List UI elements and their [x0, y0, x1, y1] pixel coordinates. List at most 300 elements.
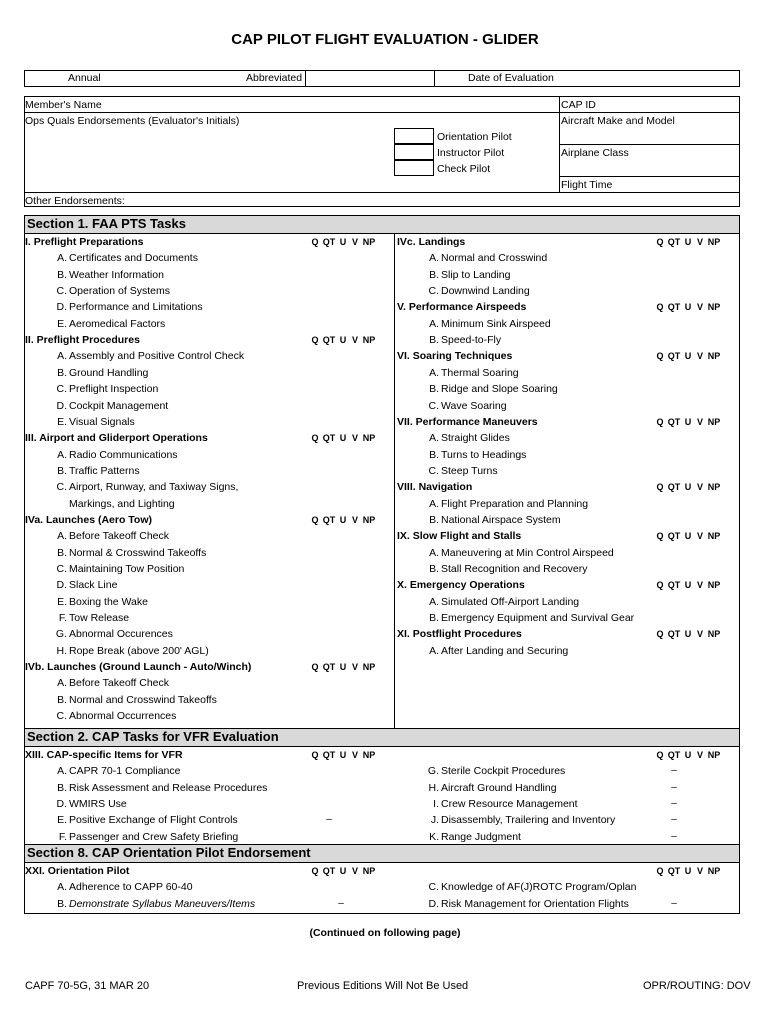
task-letter: E. [57, 415, 67, 428]
task-letter: C. [56, 563, 67, 575]
grade-header-cell: Q [656, 580, 664, 591]
grade-header-cell: V [696, 237, 703, 247]
task-item [0, 267, 770, 283]
task-letter: H. [56, 644, 67, 657]
grade-not-applicable: – [671, 765, 677, 777]
grade-checkboxes [656, 610, 704, 626]
grade-header-cell: Q [311, 335, 319, 346]
task-letter: A. [429, 595, 439, 608]
grade-header-cell: U [339, 750, 347, 760]
grade-checkboxes [311, 675, 359, 691]
task-label: Preflight Inspection [69, 383, 159, 396]
task-item [0, 610, 770, 626]
task-letter: A. [57, 350, 67, 363]
evaluation-type-row [24, 70, 740, 87]
grade-header-cell: QT [667, 629, 681, 640]
task-item [0, 283, 770, 299]
grade-header-cell: Q [311, 237, 319, 247]
grade-header-cell: U [339, 237, 347, 247]
task-item [0, 398, 770, 414]
task-letter: G. [427, 765, 439, 778]
task-letter: A. [429, 366, 439, 379]
grade-header-cell: Q [311, 866, 319, 876]
grade-header-cell: Q [311, 514, 319, 525]
task-letter: B. [57, 693, 67, 706]
grade-header-cell: U [684, 237, 692, 247]
grade-header-cell: V [696, 866, 703, 876]
grade-header-cell: QT [667, 237, 681, 247]
grade-header-cell: U [684, 351, 692, 362]
task-letter: B. [57, 366, 67, 379]
task-group-title: V. Performance Airspeeds [397, 301, 527, 314]
form-number: CAPF 70-5G, 31 MAR 20 [25, 980, 150, 992]
task-letter: D. [56, 579, 67, 592]
grade-not-applicable: – [671, 781, 677, 793]
grade-header-cell: V [351, 335, 358, 346]
task-letter: A. [429, 317, 439, 330]
task-label: Traffic Patterns [69, 464, 140, 477]
grade-header-cell: Q [656, 416, 664, 427]
task-letter: C. [56, 383, 67, 396]
task-label: Aeromedical Factors [69, 317, 166, 330]
task-label: Crew Resource Management [441, 798, 578, 811]
task-letter: C. [428, 285, 439, 298]
task-label: CAPR 70-1 Compliance [69, 765, 181, 778]
task-letter: B. [57, 268, 67, 281]
grade-header-cell: Q [656, 629, 664, 640]
task-group-header [0, 348, 770, 364]
cap-id-label: CAP ID [561, 99, 596, 111]
grade-header-cell: QT [322, 335, 336, 346]
grade-header-cell: Q [311, 750, 319, 760]
grade-checkboxes [656, 561, 704, 577]
task-group-title: II. Preflight Procedures [25, 334, 140, 347]
task-letter: A. [57, 252, 67, 265]
task-label: Normal and Crosswind Takeoffs [69, 693, 217, 706]
task-label: Cockpit Management [69, 399, 169, 412]
task-group-header [0, 528, 770, 544]
continued-note: (Continued on following page) [309, 927, 461, 939]
task-letter: C. [56, 285, 67, 298]
grade-header [654, 479, 722, 495]
task-label: Slack Line [69, 579, 118, 592]
task-label: Simulated Off-Airport Landing [441, 595, 580, 608]
task-letter: D. [428, 897, 439, 910]
task-group-header [0, 414, 770, 430]
task-label: Operation of Systems [69, 285, 170, 298]
task-letter: C. [428, 881, 439, 894]
grade-header-cell: QT [667, 531, 681, 542]
task-letter: E. [57, 595, 67, 608]
grade-checkboxes [656, 812, 704, 828]
grade-checkboxes [656, 365, 704, 381]
grade-checkboxes [311, 692, 359, 708]
task-label: Emergency Equipment and Survival Gear [441, 612, 635, 625]
grade-header-cell: QT [667, 416, 681, 427]
task-item [0, 708, 770, 724]
task-label: Performance and Limitations [69, 301, 203, 314]
task-letter: K. [429, 830, 439, 843]
task-label: Abnormal Occurrences [69, 710, 177, 723]
task-item [0, 812, 770, 828]
grade-checkboxes [656, 447, 704, 463]
task-item [0, 643, 770, 659]
section-8-header: Section 8. CAP Orientation Pilot Endorsement [24, 844, 740, 863]
task-letter: B. [429, 563, 439, 575]
grade-header-cell: QT [667, 302, 681, 313]
grade-header-cell: QT [667, 580, 681, 591]
grade-not-applicable: – [326, 814, 332, 826]
grade-checkboxes [656, 316, 704, 332]
task-label: Demonstrate Syllabus Maneuvers/Items [69, 897, 256, 910]
grade-checkboxes [656, 250, 704, 266]
grade-header-cell: U [339, 514, 347, 525]
task-item [0, 496, 770, 512]
task-letter: A. [429, 497, 439, 510]
grade-checkboxes [656, 763, 704, 779]
grade-header-cell: V [696, 629, 703, 640]
grade-header-cell: NP [362, 750, 376, 760]
grade-header-cell: NP [707, 482, 721, 493]
airplane-class-label: Airplane Class [561, 147, 629, 159]
task-letter: B. [429, 334, 439, 347]
grade-header-cell: V [351, 866, 358, 876]
grade-header [654, 863, 722, 879]
grade-header-cell: U [684, 750, 692, 760]
grade-header-cell: V [351, 237, 358, 247]
grade-header-cell: V [696, 750, 703, 760]
opr-routing: OPR/ROUTING: DOV [643, 980, 751, 992]
task-label: Radio Communications [69, 448, 178, 461]
grade-header [309, 659, 377, 675]
grade-header [654, 348, 722, 364]
task-item [0, 332, 770, 348]
grade-header-cell: NP [362, 237, 376, 247]
grade-header-cell: V [696, 531, 703, 542]
editions-note: Previous Editions Will Not Be Used [297, 980, 469, 992]
grade-header-cell: V [696, 302, 703, 313]
grade-header [654, 414, 722, 430]
task-letter: D. [56, 399, 67, 412]
task-group-title: XXI. Orientation Pilot [25, 865, 130, 877]
task-item [0, 463, 770, 479]
instructor-pilot-label: Instructor Pilot [437, 147, 505, 159]
grade-checkboxes [656, 463, 704, 479]
task-item [0, 512, 770, 528]
task-label: Sterile Cockpit Procedures [441, 765, 566, 778]
grade-header-cell: NP [362, 866, 376, 876]
grade-header-cell: Q [656, 302, 664, 313]
flight-time-label: Flight Time [561, 179, 613, 191]
grade-checkboxes [656, 780, 704, 796]
grade-header-cell: V [351, 433, 358, 444]
grade-header-cell: NP [362, 514, 376, 525]
members-name-label: Member's Name [25, 99, 102, 111]
other-endorsements-label: Other Endorsements: [25, 195, 125, 207]
grade-checkboxes [656, 381, 704, 397]
task-item [0, 780, 770, 796]
task-group-title: XIII. CAP-specific Items for VFR [25, 749, 183, 761]
task-letter: B. [429, 383, 439, 396]
task-letter: D. [56, 301, 67, 314]
task-letter: B. [57, 897, 67, 910]
abbreviated-label: Abbreviated [246, 72, 303, 84]
task-letter: E. [57, 814, 67, 827]
task-label: Rope Break (above 200' AGL) [69, 644, 209, 657]
task-letter: A. [429, 252, 439, 265]
task-letter: B. [57, 781, 67, 794]
task-letter: G. [55, 628, 67, 641]
task-letter: F. [58, 830, 67, 843]
task-letter: A. [57, 677, 67, 690]
task-group-header [0, 747, 770, 763]
grade-header-cell: U [339, 335, 347, 346]
task-item [0, 675, 770, 691]
task-label: Straight Glides [441, 432, 510, 445]
task-label: Normal & Crosswind Takeoffs [69, 546, 207, 559]
grade-header-cell: V [351, 750, 358, 760]
task-letter: D. [56, 798, 67, 811]
task-letter: I. [433, 798, 439, 811]
task-label: National Airspace System [441, 513, 561, 526]
task-group-header [0, 479, 770, 495]
grade-checkboxes [656, 829, 704, 845]
task-label: Abnormal Occurences [69, 628, 173, 641]
task-group-title: VII. Performance Maneuvers [397, 415, 538, 428]
grade-header-cell: NP [707, 629, 721, 640]
task-label: Maneuvering at Min Control Airspeed [441, 546, 614, 559]
task-item [0, 561, 770, 577]
grade-header-cell: NP [707, 750, 721, 760]
grade-header-cell: QT [322, 662, 336, 673]
task-letter: B. [429, 513, 439, 526]
date-of-evaluation-label: Date of Evaluation [468, 72, 554, 84]
task-label: Risk Management for Orientation Flights [441, 897, 629, 910]
task-letter: A. [429, 432, 439, 445]
task-group-header [0, 659, 770, 675]
task-letter: C. [56, 481, 67, 494]
grade-header-cell: QT [322, 750, 336, 760]
task-group-header [0, 299, 770, 315]
task-label: Minimum Sink Airspeed [441, 317, 551, 330]
page-title: CAP PILOT FLIGHT EVALUATION - GLIDER [231, 31, 539, 48]
grade-header-cell: QT [322, 237, 336, 247]
task-letter: J. [430, 814, 439, 827]
grade-header [654, 626, 722, 642]
grade-header-cell: QT [667, 750, 681, 760]
grade-checkboxes [656, 283, 704, 299]
task-letter: F. [58, 612, 67, 625]
task-label: Weather Information [69, 268, 164, 281]
grade-header-cell: Q [656, 531, 664, 542]
grade-not-applicable: – [671, 814, 677, 826]
task-label: Slip to Landing [441, 268, 511, 281]
task-item [0, 430, 770, 446]
grade-header-cell: QT [322, 514, 336, 525]
task-item [0, 594, 770, 610]
task-item [0, 316, 770, 332]
grade-header-cell: NP [707, 302, 721, 313]
grade-checkboxes [656, 398, 704, 414]
grade-checkboxes [656, 512, 704, 528]
grade-header-cell: U [684, 302, 692, 313]
grade-header-cell: NP [707, 580, 721, 591]
task-label: WMIRS Use [69, 798, 127, 811]
aircraft-make-model-label: Aircraft Make and Model [561, 115, 675, 127]
task-label: Speed-to-Fly [441, 334, 502, 347]
grade-header-cell: U [339, 433, 347, 444]
grade-header-cell: U [684, 629, 692, 640]
grade-header-cell: Q [656, 866, 664, 876]
grade-header-cell: V [696, 580, 703, 591]
grade-header-cell: V [696, 416, 703, 427]
task-item [0, 365, 770, 381]
grade-header-cell: Q [656, 237, 664, 247]
task-group-title: IVa. Launches (Aero Tow) [25, 513, 152, 526]
instructor-pilot-initials[interactable] [394, 144, 434, 160]
task-item [0, 250, 770, 266]
task-label: Wave Soaring [441, 399, 507, 412]
grade-header [654, 234, 722, 250]
task-letter: B. [57, 546, 67, 559]
task-item [0, 879, 770, 895]
task-item [0, 545, 770, 561]
grade-header-cell: NP [362, 433, 376, 444]
ops-quals-label: Ops Quals Endorsements (Evaluator's Initials) [25, 115, 240, 127]
task-label: Boxing the Wake [69, 595, 148, 608]
grade-header-cell: V [351, 662, 358, 673]
task-letter: E. [57, 317, 67, 330]
task-item [0, 829, 770, 845]
grade-header-cell: NP [362, 662, 376, 673]
grade-header-cell: V [696, 351, 703, 362]
grade-header-cell: V [696, 482, 703, 493]
task-letter: A. [57, 448, 67, 461]
task-letter: A. [429, 644, 439, 657]
task-group-title: III. Airport and Gliderport Operations [25, 432, 208, 445]
grade-header-cell: QT [667, 482, 681, 493]
task-label: Positive Exchange of Flight Controls [69, 814, 238, 827]
task-group-header [0, 626, 770, 642]
task-group-title: I. Preflight Preparations [25, 236, 144, 248]
grade-header-cell: NP [707, 416, 721, 427]
grade-checkboxes [656, 896, 704, 912]
grade-checkboxes [656, 430, 704, 446]
grade-header-cell: Q [656, 750, 664, 760]
grade-header [654, 577, 722, 593]
task-group-header [0, 863, 770, 879]
section-1-header: Section 1. FAA PTS Tasks [24, 215, 740, 234]
task-label: Thermal Soaring [441, 366, 519, 379]
task-group-title: IVc. Landings [397, 236, 466, 248]
grade-header-cell: QT [667, 866, 681, 876]
grade-header-cell: Q [311, 662, 319, 673]
task-item [0, 896, 770, 912]
task-letter: C. [428, 399, 439, 412]
task-item [0, 763, 770, 779]
grade-checkboxes [311, 708, 359, 724]
task-letter: A. [57, 881, 67, 894]
grade-header-cell: QT [322, 433, 336, 444]
grade-header [654, 747, 722, 763]
check-pilot-initials[interactable] [394, 160, 434, 176]
grade-header-cell: NP [362, 335, 376, 346]
task-group-title: XI. Postflight Procedures [397, 628, 522, 641]
grade-not-applicable: – [671, 830, 677, 842]
grade-not-applicable: – [338, 897, 344, 909]
task-label: Maintaining Tow Position [69, 563, 185, 575]
task-label: Adherence to CAPP 60-40 [69, 881, 193, 894]
grade-header-cell: NP [707, 351, 721, 362]
grade-checkboxes [656, 643, 704, 659]
task-label: Tow Release [69, 612, 130, 625]
section-2-header: Section 2. CAP Tasks for VFR Evaluation [24, 728, 740, 747]
grade-checkboxes [656, 545, 704, 561]
grade-header-cell: QT [322, 866, 336, 876]
task-letter: C. [428, 464, 439, 477]
grade-header-cell: V [351, 514, 358, 525]
task-group-header [0, 577, 770, 593]
grade-header-cell: U [684, 580, 692, 591]
task-letter: B. [57, 464, 67, 477]
task-group-title: VIII. Navigation [397, 481, 473, 494]
grade-header-cell: Q [656, 482, 664, 493]
grade-header-cell: U [684, 866, 692, 876]
task-label: Range Judgment [441, 830, 521, 843]
task-label: After Landing and Securing [441, 644, 569, 657]
task-letter: B. [429, 612, 439, 625]
task-label: Before Takeoff Check [69, 530, 170, 543]
grade-header-cell: U [684, 531, 692, 542]
task-label: Knowledge of AF(J)ROTC Program/Oplan [441, 881, 637, 894]
task-label: Downwind Landing [441, 285, 530, 298]
grade-header-cell: U [339, 866, 347, 876]
task-group-header [0, 234, 770, 250]
annual-label: Annual [68, 72, 101, 84]
task-label: Before Takeoff Check [69, 677, 170, 690]
grade-header [654, 299, 722, 315]
task-group-title: IX. Slow Flight and Stalls [397, 530, 522, 543]
task-item [0, 796, 770, 812]
orientation-pilot-initials[interactable] [394, 128, 434, 144]
task-letter: A. [429, 546, 439, 559]
task-label: Ground Handling [69, 366, 149, 379]
grade-checkboxes [656, 879, 704, 895]
grade-header-cell: Q [311, 433, 319, 444]
grade-header-cell: U [684, 482, 692, 493]
grade-checkboxes [656, 594, 704, 610]
grade-not-applicable: – [671, 897, 677, 909]
grade-header-cell: NP [707, 237, 721, 247]
grade-checkboxes [656, 267, 704, 283]
task-label: Aircraft Ground Handling [441, 781, 557, 794]
task-label: Certificates and Documents [69, 252, 198, 265]
grade-header-cell: NP [707, 866, 721, 876]
task-label: Passenger and Crew Safety Briefing [69, 830, 239, 843]
task-item [0, 692, 770, 708]
task-label: Risk Assessment and Release Procedures [69, 781, 268, 794]
task-label: Assembly and Positive Control Check [69, 350, 245, 363]
grade-header-cell: Q [656, 351, 664, 362]
task-label: Markings, and Lighting [69, 497, 175, 510]
task-item [0, 381, 770, 397]
task-letter: A. [57, 530, 67, 543]
grade-header-cell: QT [667, 351, 681, 362]
task-letter: B. [429, 268, 439, 281]
grade-checkboxes [656, 332, 704, 348]
task-label: Flight Preparation and Planning [441, 497, 589, 510]
orientation-pilot-label: Orientation Pilot [437, 131, 512, 143]
